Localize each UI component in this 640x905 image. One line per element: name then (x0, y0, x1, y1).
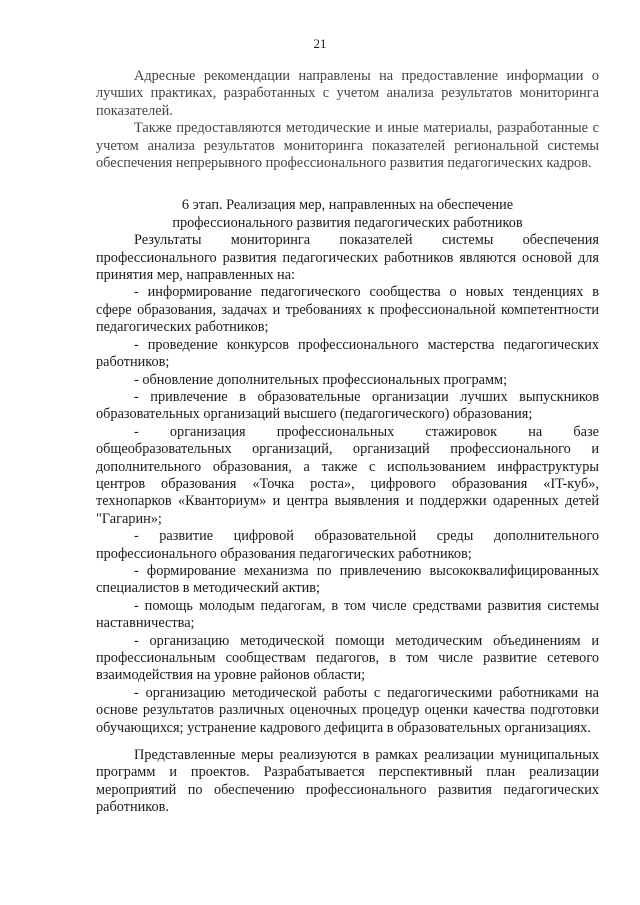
paragraph-recommendations: Адресные рекомендации направлены на предоставление информации о лучших практиках, разработанных с учетом анализа результатов мониторинга показателей. (96, 68, 599, 119)
section-heading-line-1: 6 этап. Реализация мер, направленных на обеспечение (181, 197, 514, 214)
document-body (96, 68, 599, 817)
list-item: - проведение конкурсов профессионального мастерства педагогических работников; (96, 336, 599, 371)
paragraph-materials: Также предоставляются методические и иные материалы, разработанные с учетом анализа результатов мониторинга показателей региональной системы обеспечения непрерывного профессионального развития педагогических кадров. (96, 120, 599, 172)
list-item: - обновление дополнительных профессиональных программ; (134, 371, 508, 388)
list-item: - организацию методической помощи методическим объединениям и профессиональным сообществам педагогов, в том числе развитие сетевого взаимодействия на уровне районов области; (96, 632, 599, 684)
section-heading (96, 197, 599, 232)
section-heading-line-2: профессионального развития педагогических работников (172, 214, 523, 231)
list-item: - привлечение в образовательные организации лучших выпускников образовательных организаций высшего (педагогического) образования; (96, 388, 599, 423)
list-item: - помощь молодым педагогам, в том числе средствами развития системы наставничества; (96, 597, 599, 632)
list-item: - формирование механизма по привлечению высококвалифицированных специалистов в методический актив; (96, 562, 599, 597)
list-item: - организацию методической работы с педагогическими работниками на основе результатов различных оценочных процедур оценки качества подготовки обучающихся; устранение кадрового дефицита в образовательных организациях. (96, 684, 599, 736)
closing-paragraph: Представленные меры реализуются в рамках реализации муниципальных программ и проектов. Разрабатывается перспективный план реализации мероприятий по обеспечению профессионального развития педагогических работников. (96, 747, 599, 816)
list-item: - информирование педагогического сообщества о новых тенденциях в сфере образования, задачах и требованиях к профессиональной компетентности педагогических работников; (96, 284, 599, 336)
list-item: - организация профессиональных стажировок на базе общеобразовательных организаций, организаций профессионального и дополнительного образования, а также с использованием инфраструктуры центров образования «Точка роста», цифрового образования «IT-куб», технопарков «Кванториум» и центра выявления и поддержки одаренных детей "Гагарин»; (96, 423, 599, 527)
page-number: 21 (313, 36, 327, 51)
spacer (96, 737, 599, 747)
measures-list (96, 284, 599, 737)
list-item: - развитие цифровой образовательной среды дополнительного профессионального образования педагогических работников; (96, 528, 599, 562)
lead-paragraph: Результаты мониторинга показателей системы обеспечения профессионального развития педагогических работников являются основой для принятия мер, направленных на: (96, 232, 599, 284)
